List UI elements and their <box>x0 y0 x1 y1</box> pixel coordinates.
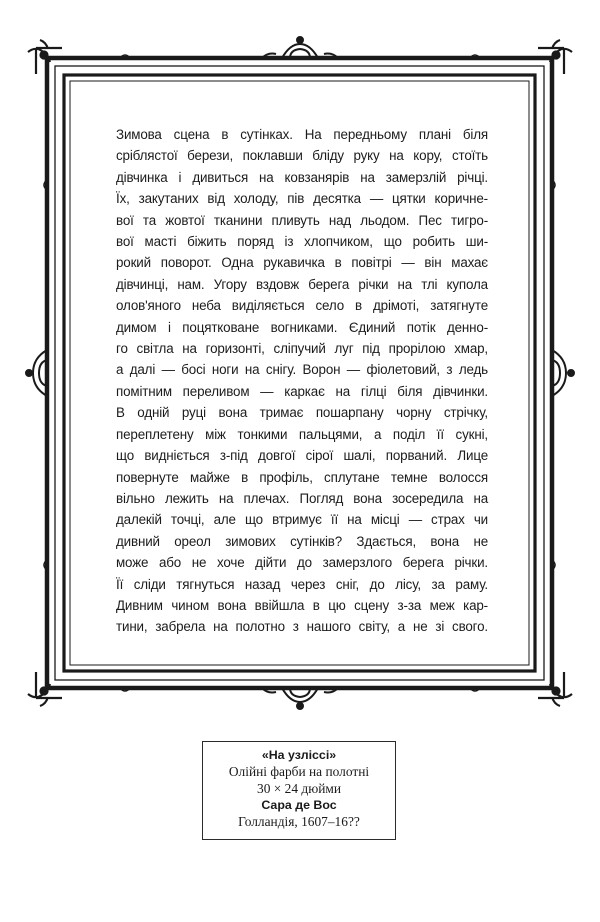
text-line: Дивним чином вона ввійшла в цю сцену з-за меж кар- <box>116 597 488 613</box>
text-line: го світла на горизонті, сліпучий луг під прорілою хмар, <box>116 341 488 357</box>
painting-description <box>116 124 488 638</box>
text-line: переплетену між тонкими пальцями, а поділ її сукні, <box>116 426 488 442</box>
text-line: В одній руці вона тримає пошарпану чорну стрічку, <box>116 405 488 421</box>
text-line: Їх, закутаних від холоду, пів десятка — цятки коричне- <box>116 191 488 207</box>
text-line: що видніється з-під довгої сірої шалі, порваний. Лице <box>116 448 488 464</box>
text-line: Зимова сцена в сутінках. На передньому плані біля <box>116 127 488 142</box>
painting-medium: Олійні фарби на полотні <box>228 763 370 779</box>
text-line: олов'яного неба виділяється село в дрімоті, затягнуте <box>116 298 488 314</box>
text-line: помітним переливом — каркає на гілці біля дівчинки. <box>116 383 488 399</box>
text-line: повернуте майже в профіль, сплутане темне волосся <box>116 469 488 485</box>
text-line: рокий поворот. Одна рукавичка в повітрі — він махає <box>116 255 488 271</box>
text-line: дівчинка і дивиться на ковзанярів на замерзлій річці. <box>116 169 488 185</box>
text-line: дівчинці, нам. Угору вздовж берега річки на тлі купола <box>116 276 488 292</box>
text-line: димом і поцятковане вогниками. Єдиний потік денно- <box>116 319 488 335</box>
text-line: вої та жовтої тканини пливуть над льодом. Пес тигро- <box>116 212 488 228</box>
text-line: сріблястої берези, поклавши бліду руку на кору, стоїть <box>116 148 488 164</box>
text-line: вої масті біжить поряд із хлопчиком, що робить ши- <box>116 234 488 250</box>
text-line: дивний ореол зимових сутінків? Здається, вона не <box>116 533 488 549</box>
painting-origin: Голландія, 1607–16?? <box>238 814 360 830</box>
painting-title: «На узліссі» <box>261 748 337 762</box>
text-line: вільно лежить на плечах. Погляд вона зосередила на <box>116 490 488 506</box>
text-line: а далі — босі ноги на снігу. Ворон — фіолетовий, з ледь <box>116 362 488 378</box>
text-line: далекій точці, але що втримує її на місці — страх чи <box>116 512 488 528</box>
painting-size: 30 × 24 дюйми <box>257 780 341 796</box>
painting-artist: Сара де Вос <box>261 798 337 813</box>
text-line: може або не хоче дійти до замерзлого берега річки. <box>116 555 488 571</box>
painting-caption <box>202 741 396 840</box>
text-line: тини, забрела на полотно з нашого світу, а не зі свого. <box>116 619 488 635</box>
text-line: Її сліди тягнуться назад через сніг, до лісу, за раму. <box>116 576 488 592</box>
